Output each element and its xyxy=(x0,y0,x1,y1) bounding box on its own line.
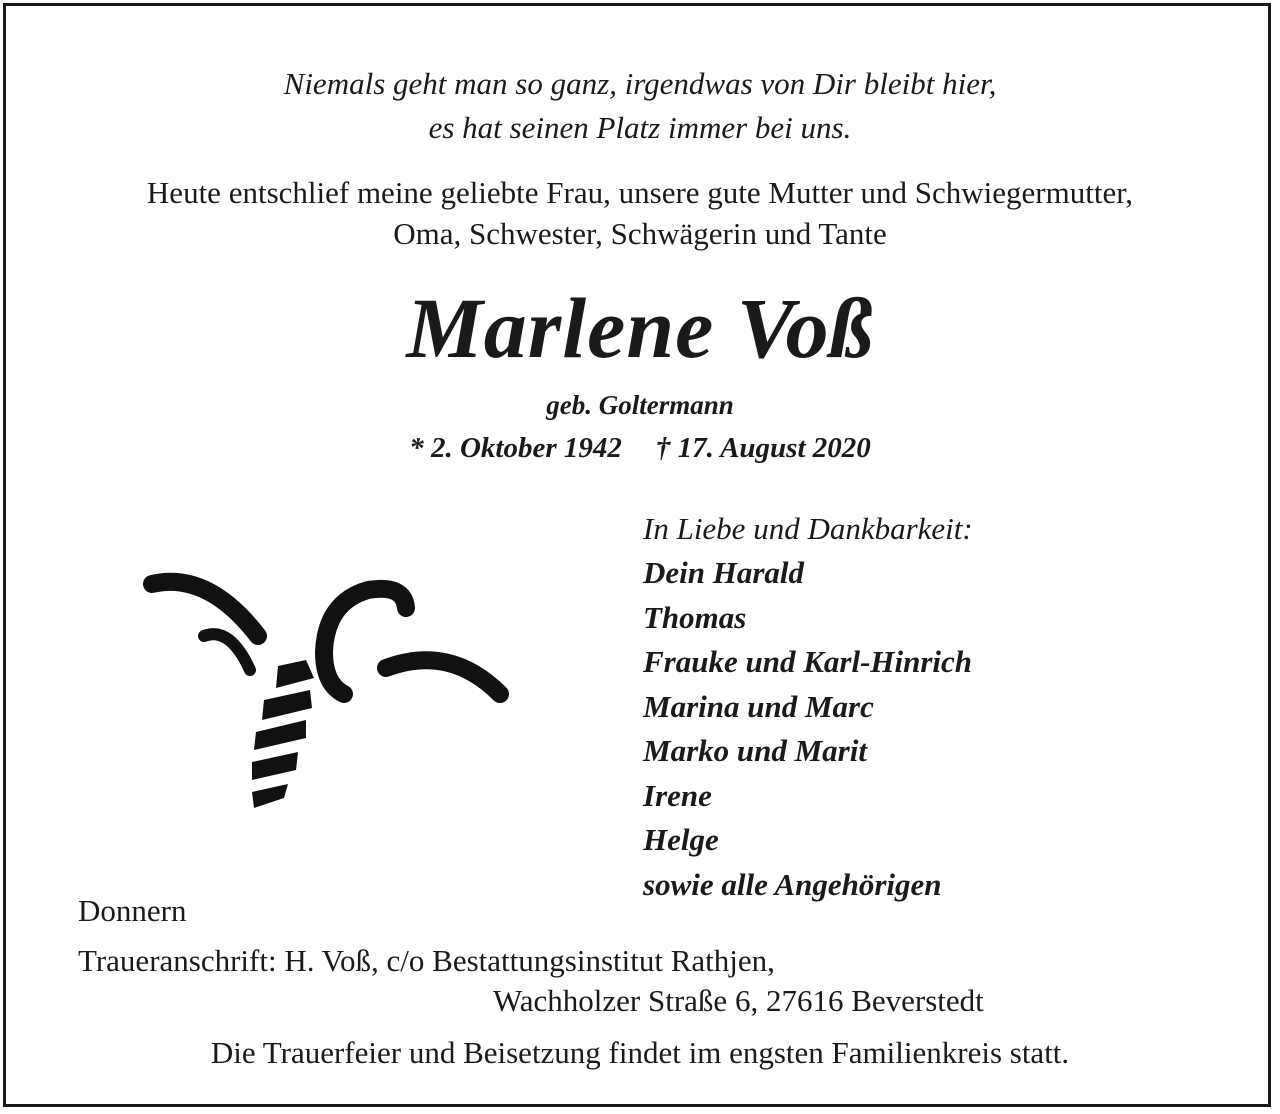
mourner-name: Irene xyxy=(643,777,712,813)
intro-line-1: Heute entschlief meine geliebte Frau, unsere gute Mutter und Schwiegermutter, xyxy=(146,175,1134,210)
bee-wing-inner xyxy=(204,634,250,670)
mourner-name: Dein Harald xyxy=(643,555,805,590)
bee-wing-outer xyxy=(152,582,258,636)
bee-curve-right xyxy=(386,660,500,694)
motto-line-1: Niemals geht man so ganz, irgendwas von Dir bleibt hier, xyxy=(283,66,997,101)
mourner-name: Marina und Marc xyxy=(643,688,874,724)
mourner-name: sowie alle Angehörigen xyxy=(643,866,942,902)
bee-icon xyxy=(138,566,518,836)
address-line-1: Traueranschrift: H. Voß, c/o Bestattungsinstitut Rathjen, xyxy=(78,943,775,978)
motto-line-2: es hat seinen Platz immer bei uns. xyxy=(428,110,852,145)
birth-date: * 2. Oktober 1942 xyxy=(409,432,622,464)
address-line-2: Wachholzer Straße 6, 27616 Beverstedt xyxy=(493,983,984,1018)
place-name: Donnern xyxy=(78,893,187,928)
maiden-name: geb. Goltermann xyxy=(546,390,734,420)
bee-antenna xyxy=(324,589,406,694)
ceremony-note: Die Trauerfeier und Beisetzung findet im engsten Familienkreis statt. xyxy=(210,1035,1070,1070)
bee-body xyxy=(252,660,314,808)
mourner-name: Frauke und Karl-Hinrich xyxy=(643,644,973,679)
mourner-name: Helge xyxy=(643,822,719,857)
mourner-name: Thomas xyxy=(643,599,747,635)
mourners-list xyxy=(643,506,973,907)
mourner-name: Marko und Marit xyxy=(643,733,867,768)
mourners-heading: In Liebe und Dankbarkeit: xyxy=(643,511,973,546)
deceased-name: Marlene Voß xyxy=(406,280,874,376)
intro-line-2: Oma, Schwester, Schwägerin und Tante xyxy=(393,216,887,251)
life-dates xyxy=(0,430,1280,466)
death-date: † 17. August 2020 xyxy=(655,432,871,464)
